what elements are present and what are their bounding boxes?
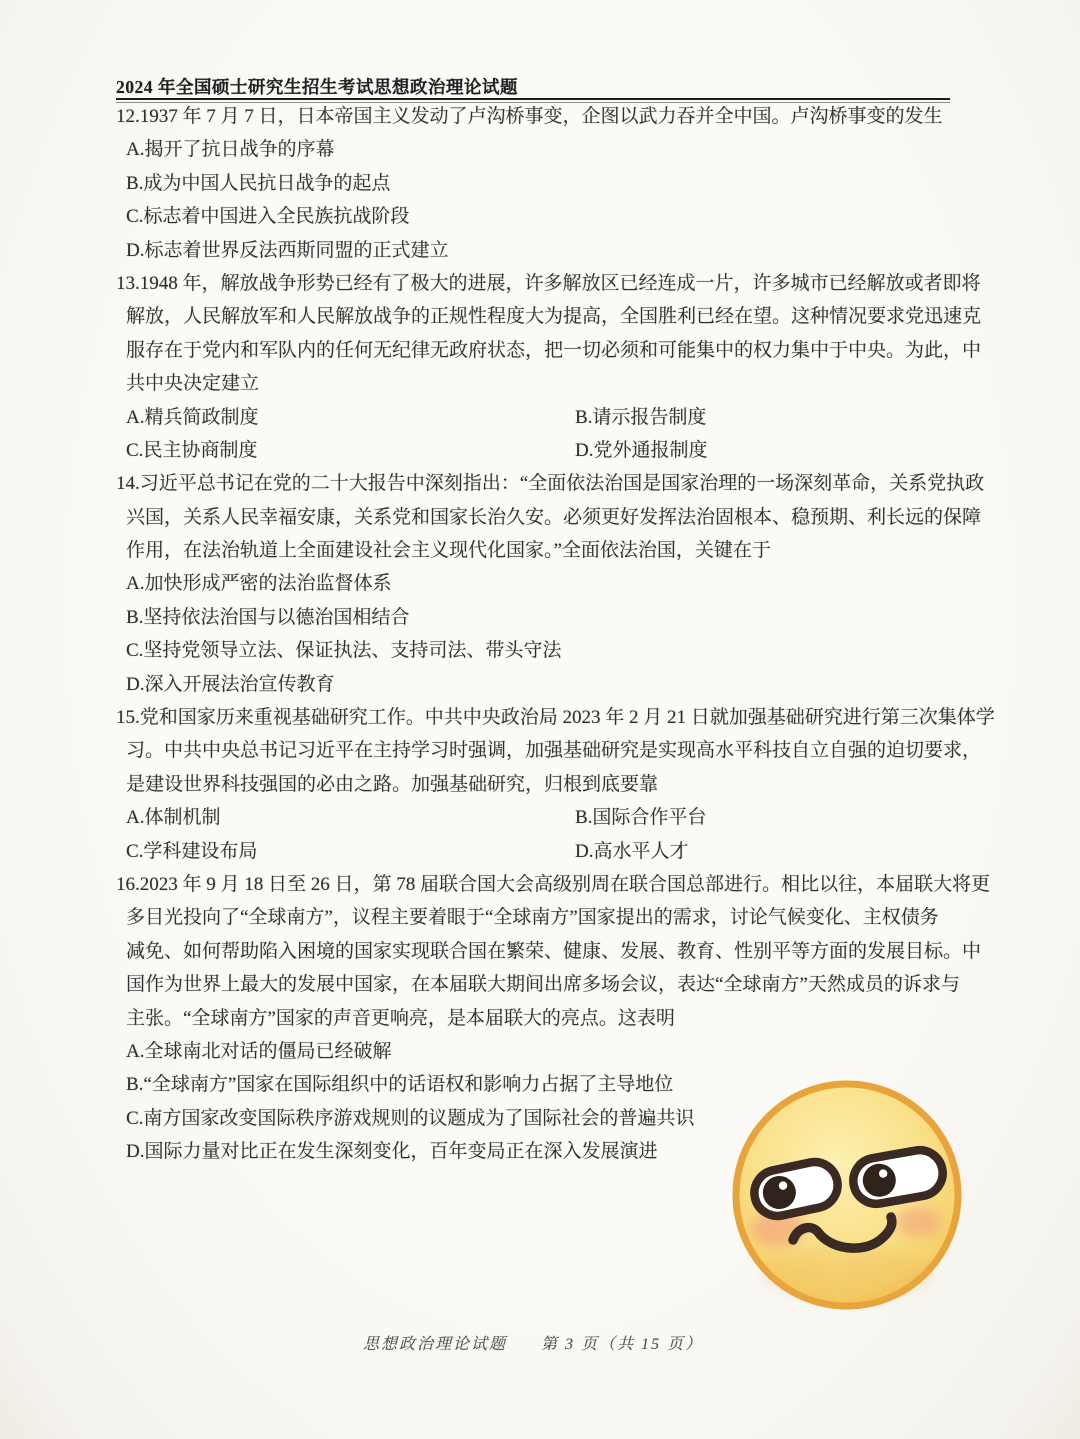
question-13-option-a: A.精兵简政制度 bbox=[126, 406, 259, 428]
question-15-stem-line-1: 15.党和国家历来重视基础研究工作。中共中央政治局 2023 年 2 月 21 日就加强基础研究进行第三次集体学 bbox=[116, 707, 995, 729]
smirking-emoji-sticker bbox=[728, 1076, 968, 1316]
question-16-option-c: C.南方国家改变国际秩序游戏规则的议题成为了国际社会的普遍共识 bbox=[126, 1107, 695, 1129]
question-15-options-row-1 bbox=[116, 801, 968, 834]
question-13-option-d: D.党外通报制度 bbox=[575, 439, 708, 461]
question-15-stem-line-2: 习。中共中央总书记习近平在主持学习时强调，加强基础研究是实现高水平科技自立自强的迫切要求， bbox=[126, 740, 982, 762]
question-15-stem-line-3: 是建设世界科技强国的必由之路。加强基础研究，归根到底要靠 bbox=[126, 773, 659, 795]
question-14-stem-line-1: 14.习近平总书记在党的二十大报告中深刻指出：“全面依法治国是国家治理的一场深刻革命，关系党执政 bbox=[116, 473, 985, 495]
question-13-option-c: C.民主协商制度 bbox=[126, 439, 258, 461]
question-12-stem: 12.1937 年 7 月 7 日，日本帝国主义发动了卢沟桥事变，企图以武力吞并全中国。卢沟桥事变的发生 bbox=[116, 106, 943, 127]
question-14 bbox=[116, 467, 985, 701]
question-16-stem-line-1: 16.2023 年 9 月 18 日至 26 日，第 78 届联合国大会高级别周在联合国总部进行。相比以往，本届联大将更 bbox=[116, 873, 991, 895]
question-16-option-b: B.“全球南方”国家在国际组织中的话语权和影响力占据了主导地位 bbox=[126, 1074, 674, 1096]
question-13-stem-line-3: 服存在于党内和军队内的任何无纪律无政府状态，把一切必须和可能集中的权力集中于中央。为此，中 bbox=[126, 339, 982, 361]
question-14-option-c: C.坚持党领导立法、保证执法、支持司法、带头守法 bbox=[126, 640, 562, 662]
question-14-option-a: A.加快形成严密的法治监督体系 bbox=[126, 573, 392, 595]
question-16-stem-line-4: 国作为世界上最大的发展中国家，在本届联大期间出席多场会议，表达“全球南方”天然成员的诉求与 bbox=[126, 974, 960, 996]
question-13-stem-line-4: 共中央决定建立 bbox=[126, 373, 260, 395]
question-13-options-row-1 bbox=[116, 401, 968, 434]
question-14-option-b: B.坚持依法治国与以德治国相结合 bbox=[126, 606, 410, 628]
exam-body bbox=[116, 100, 995, 1169]
emoji-right-blush bbox=[896, 1207, 942, 1237]
question-16-stem-line-5: 主张。“全球南方”国家的声音更响亮，是本届联大的亮点。这表明 bbox=[126, 1007, 675, 1029]
emoji-chin-shadow bbox=[761, 1247, 933, 1299]
question-16-stem-line-2: 多目光投向了“全球南方”，议程主要着眼于“全球南方”国家提出的需求，讨论气候变化、主权债务 bbox=[126, 907, 939, 929]
question-12-option-d: D.标志着世界反法西斯同盟的正式建立 bbox=[126, 239, 449, 261]
question-15-option-b: B.国际合作平台 bbox=[575, 807, 707, 829]
question-15-option-d: D.高水平人才 bbox=[575, 840, 689, 862]
question-13-stem-line-2: 解放，人民解放军和人民解放战争的正规性程度大为提高，全国胜利已经在望。这种情况要求党迅速克 bbox=[126, 306, 982, 328]
question-14-stem-line-2: 兴国，关系人民幸福安康，关系党和国家长治久安。必须更好发挥法治固根本、稳预期、利长远的保障 bbox=[126, 506, 982, 528]
page-title: 2024 年全国硕士研究生招生考试思想政治理论试题 bbox=[116, 77, 518, 97]
question-15-option-c: C.学科建设布局 bbox=[126, 840, 258, 862]
question-16-stem-line-3: 减免、如何帮助陷入困境的国家实现联合国在繁荣、健康、发展、教育、性别平等方面的发展目标。中 bbox=[126, 940, 982, 962]
question-16-option-a: A.全球南北对话的僵局已经破解 bbox=[126, 1040, 392, 1062]
question-15 bbox=[116, 701, 995, 868]
question-14-stem-line-3: 作用，在法治轨道上全面建设社会主义现代化国家。”全面依法治国，关键在于 bbox=[126, 540, 771, 562]
footer-page-number: 第 3 页（共 15 页） bbox=[541, 1336, 704, 1353]
footer-doc-label: 思想政治理论试题 bbox=[362, 1336, 507, 1353]
question-12-option-c: C.标志着中国进入全民族抗战阶段 bbox=[126, 206, 410, 228]
question-13-option-b: B.请示报告制度 bbox=[575, 406, 707, 428]
smirking-emoji-icon bbox=[728, 1076, 968, 1316]
question-15-options-row-2 bbox=[116, 835, 968, 868]
question-13-options-row-2 bbox=[116, 434, 968, 467]
question-12 bbox=[116, 100, 968, 267]
question-14-option-d: D.深入开展法治宣传教育 bbox=[126, 673, 335, 695]
question-16-option-d: D.国际力量对比正在发生深刻变化，百年变局正在深入发展演进 bbox=[126, 1141, 658, 1163]
question-13-stem-line-1: 13.1948 年，解放战争形势已经有了极大的进展，许多解放区已经连成一片，许多城市已经解放或者即将 bbox=[116, 272, 981, 294]
page-footer bbox=[116, 1330, 950, 1360]
question-12-option-b: B.成为中国人民抗日战争的起点 bbox=[126, 172, 391, 194]
question-12-option-a: A.揭开了抗日战争的序幕 bbox=[126, 139, 335, 161]
question-13 bbox=[116, 267, 982, 467]
question-15-option-a: A.体制机制 bbox=[126, 807, 221, 829]
